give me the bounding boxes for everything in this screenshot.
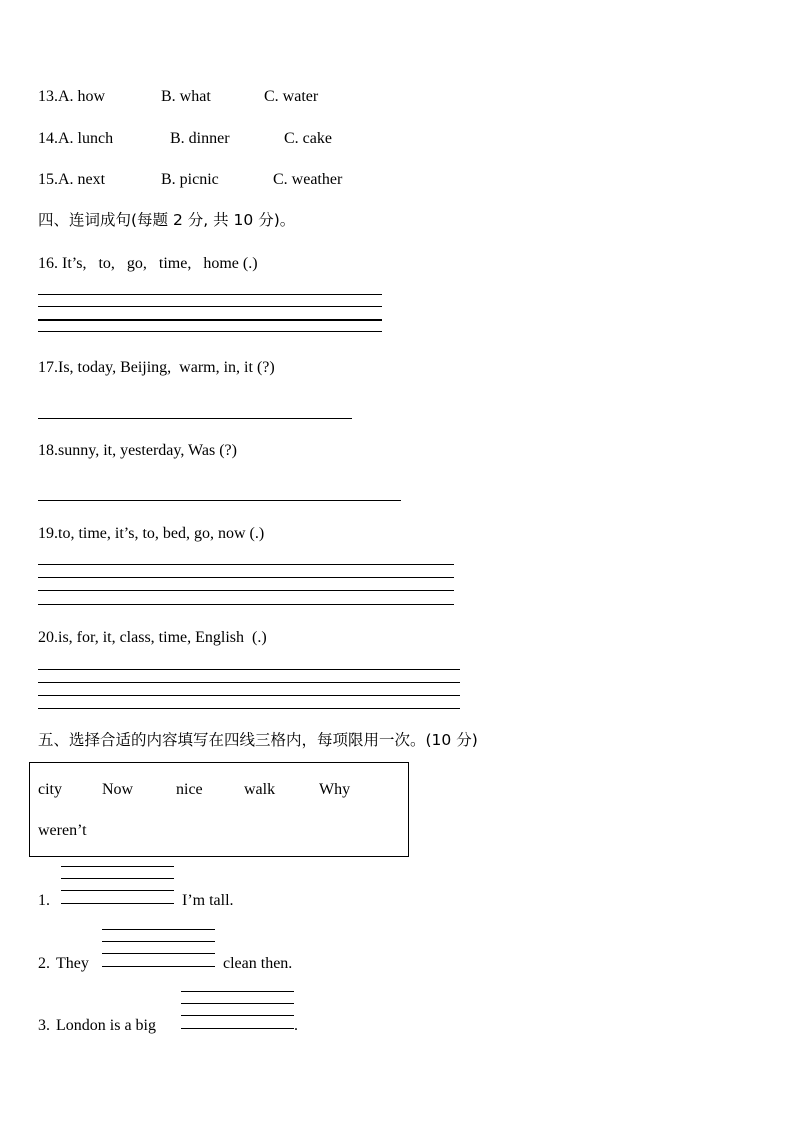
section-5-title: 五、选择合适的内容填写在四线三格内，每项限用一次。(10 分) — [38, 731, 478, 749]
question-18: 18.sunny, it, yesterday, Was (?) — [38, 442, 237, 459]
answer-line-18[interactable] — [38, 500, 401, 501]
question-19: 19.to, time, it’s, to, bed, go, now (.) — [38, 525, 265, 542]
fill-item-1-after: I’m tall. — [182, 892, 234, 909]
section-4-title: 四、连词成句(每题 2 分, 共 10 分)。 — [38, 211, 296, 229]
word-why: Why — [319, 781, 351, 798]
choice-13-c: C. water — [264, 88, 319, 105]
word-walk: walk — [244, 781, 276, 798]
choice-14-b: B. dinner — [170, 130, 230, 147]
choice-15-a: 15.A. next — [38, 171, 106, 188]
fill-item-3-number: 3. — [38, 1017, 50, 1034]
fill-item-2-before: They — [56, 955, 89, 972]
word-now: Now — [102, 781, 134, 798]
choice-13-b: B. what — [161, 88, 211, 105]
choice-13-a: 13.A. how — [38, 88, 106, 105]
choice-15-b: B. picnic — [161, 171, 219, 188]
fill-item-1-number: 1. — [38, 892, 50, 909]
word-bank-box — [29, 762, 409, 857]
question-17: 17.Is, today, Beijing, warm, in, it (?) — [38, 359, 275, 376]
fill-item-2-number: 2. — [38, 955, 50, 972]
word-nice: nice — [176, 781, 203, 798]
choice-14-a: 14.A. lunch — [38, 130, 114, 147]
question-16: 16. It’s, to, go, time, home (.) — [38, 255, 258, 272]
fill-item-3-after: . — [294, 1017, 298, 1034]
choice-15-c: C. weather — [273, 171, 343, 188]
choice-14-c: C. cake — [284, 130, 332, 147]
word-city: city — [38, 781, 62, 798]
question-20: 20.is, for, it, class, time, English (.) — [38, 629, 267, 646]
fill-item-2-after: clean then. — [223, 955, 293, 972]
answer-line-17[interactable] — [38, 418, 352, 419]
fill-item-3-before: London is a big — [56, 1017, 156, 1034]
word-werent: weren’t — [38, 822, 87, 839]
